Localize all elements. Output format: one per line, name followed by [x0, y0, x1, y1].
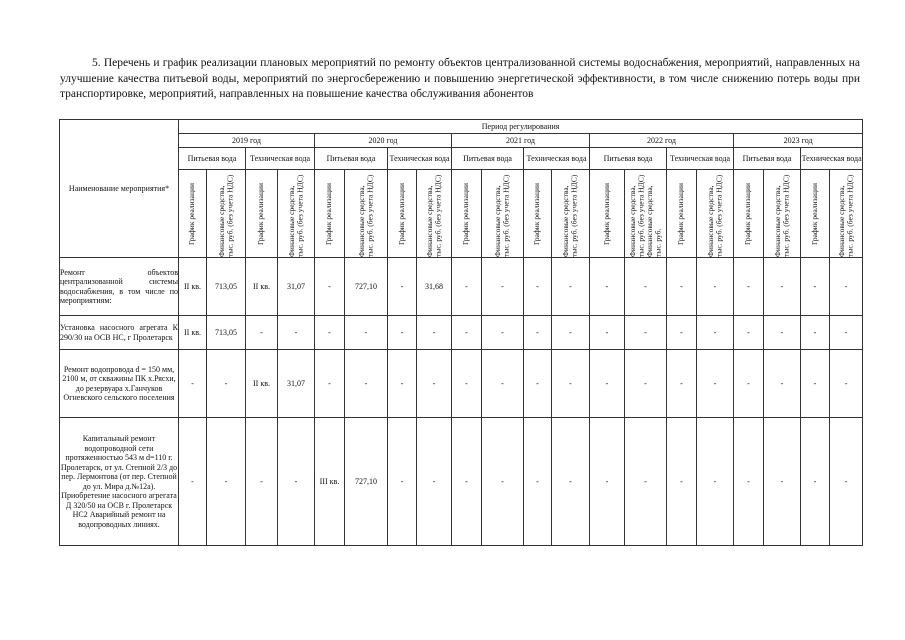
schedule-column-header	[734, 170, 764, 258]
finance-column-header	[482, 170, 524, 258]
schedule-cell: II кв.	[179, 316, 207, 350]
column-header-label: График реализации	[809, 182, 819, 245]
finance-column-header	[625, 170, 667, 258]
finance-cell: -	[697, 418, 734, 546]
year-header: 2022 год	[590, 134, 734, 148]
finance-cell: 31,68	[417, 258, 452, 316]
schedule-cell: -	[590, 350, 625, 418]
finance-cell: -	[625, 350, 667, 418]
measure-name-cell: Капитальный ремонт водопроводной сети протяженностью 543 м d=110 г. Пролетарск, от ул. Степной 2/3 до пер. Лермонтова (от пер. Степной до ул. Мира д.№12а). Приобретение насосного агрегата Д 320/50 на ОСВ г. Пролетарск НС2 Аварийный ремонт на водопроводных линиях.	[60, 418, 179, 546]
finance-cell: -	[278, 316, 315, 350]
schedule-cell: -	[452, 418, 482, 546]
schedule-column-header	[315, 170, 345, 258]
column-header-label: График реализации	[532, 182, 542, 245]
schedule-column-header	[801, 170, 830, 258]
schedule-column-header	[452, 170, 482, 258]
schedule-cell: -	[388, 350, 417, 418]
column-header-label: График реализации	[676, 182, 686, 245]
finance-cell: -	[625, 418, 667, 546]
schedule-cell: -	[524, 316, 552, 350]
water-type-header: Техническая вода	[524, 148, 590, 170]
period-header: Период регулирования	[179, 120, 863, 134]
section-heading: 5. Перечень и график реализации плановых мероприятий по ремонту объектов централизованной системы водоснабжения, мероприятий, направленных на улучшение качества питьевой воды, мероприятий по энергосбережению и повышению энергетической эффективности, в том числе снижению потерь воды при транспортировке, мероприятий, направленных на повышение качества обслуживания абонентов	[60, 57, 860, 100]
schedule-cell: -	[801, 316, 830, 350]
finance-column-header	[764, 170, 801, 258]
year-header: 2023 год	[734, 134, 863, 148]
schedule-cell: -	[734, 350, 764, 418]
schedule-column-header	[667, 170, 697, 258]
finance-cell: -	[417, 316, 452, 350]
column-header-label: Финансовые средства, тыс. руб. (без учета НДС)	[772, 174, 790, 257]
finance-column-header	[830, 170, 863, 258]
column-header-label: Финансовые средства, тыс. руб. (без учета НДС)	[356, 174, 374, 257]
water-type-header: Питьевая вода	[734, 148, 801, 170]
column-header-label: График реализации	[396, 182, 406, 245]
column-header-label: Финансовые средства, тыс. руб. (без учета НДС)	[286, 174, 304, 257]
schedule-cell: -	[452, 258, 482, 316]
water-type-header: Питьевая вода	[179, 148, 246, 170]
schedule-column-header	[590, 170, 625, 258]
finance-cell: -	[417, 418, 452, 546]
finance-cell: -	[830, 316, 863, 350]
finance-cell: -	[830, 418, 863, 546]
finance-column-header	[697, 170, 734, 258]
finance-cell: -	[207, 418, 246, 546]
schedule-cell: -	[590, 418, 625, 546]
water-type-header: Техническая вода	[667, 148, 734, 170]
table-row	[60, 258, 863, 316]
schedule-cell: -	[179, 418, 207, 546]
table-row	[60, 418, 863, 546]
schedule-cell: -	[734, 316, 764, 350]
schedule-cell: -	[801, 418, 830, 546]
column-header-label: Финансовые средства, тыс. руб. (без учета НДС)	[493, 174, 511, 257]
finance-cell: 713,05	[207, 316, 246, 350]
column-header-label: График реализации	[256, 182, 266, 245]
schedule-cell: -	[667, 418, 697, 546]
schedule-cell: -	[590, 258, 625, 316]
schedule-cell: -	[667, 316, 697, 350]
finance-cell: -	[345, 316, 388, 350]
finance-cell: -	[625, 316, 667, 350]
schedule-column-header	[179, 170, 207, 258]
schedule-cell: -	[315, 316, 345, 350]
schedule-cell: -	[524, 258, 552, 316]
finance-cell: -	[552, 418, 590, 546]
column-header-label: Финансовые средства, тыс. руб. (без учета НДС)	[424, 174, 442, 257]
column-header-label: Финансовые средства, тыс. руб. (без учета НДС) Финансовые средства, тыс. руб.	[627, 174, 662, 257]
finance-cell: -	[552, 316, 590, 350]
plan-table	[59, 119, 863, 546]
finance-cell: -	[830, 350, 863, 418]
column-header-label: Финансовые средства, тыс. руб. (без учета НДС)	[561, 174, 579, 257]
schedule-cell: -	[667, 258, 697, 316]
schedule-cell: -	[667, 350, 697, 418]
schedule-cell: III кв.	[315, 418, 345, 546]
finance-cell: -	[697, 316, 734, 350]
schedule-cell: -	[524, 350, 552, 418]
schedule-cell: -	[388, 418, 417, 546]
schedule-cell: -	[315, 350, 345, 418]
finance-column-header	[278, 170, 315, 258]
finance-cell: -	[552, 258, 590, 316]
finance-cell: -	[552, 350, 590, 418]
schedule-column-header	[246, 170, 278, 258]
schedule-cell: -	[590, 316, 625, 350]
finance-cell: 727,10	[345, 258, 388, 316]
water-type-header: Питьевая вода	[452, 148, 524, 170]
table-row	[60, 316, 863, 350]
schedule-cell: II кв.	[246, 258, 278, 316]
measure-name-cell: Ремонт водопровода d = 150 мм, 2100 м, от скважины ПК х.Рясхи, до резервуара х.Ганчуков Огневского сельского поселения	[60, 350, 179, 418]
finance-cell: -	[417, 350, 452, 418]
finance-cell: -	[278, 418, 315, 546]
finance-cell: -	[482, 418, 524, 546]
water-type-header: Питьевая вода	[590, 148, 667, 170]
measure-name-cell: Установка насосного агрегата К 290/30 на ОСВ НС, г Пролетарск	[60, 316, 179, 350]
finance-cell: 727,10	[345, 418, 388, 546]
year-header: 2021 год	[452, 134, 590, 148]
schedule-column-header	[524, 170, 552, 258]
schedule-cell: -	[801, 350, 830, 418]
finance-cell: 31,07	[278, 258, 315, 316]
schedule-column-header	[388, 170, 417, 258]
schedule-cell: II кв.	[246, 350, 278, 418]
schedule-cell: -	[388, 258, 417, 316]
finance-column-header	[417, 170, 452, 258]
finance-cell: -	[697, 350, 734, 418]
finance-cell: -	[764, 258, 801, 316]
schedule-cell: -	[801, 258, 830, 316]
water-type-header: Техническая вода	[246, 148, 315, 170]
finance-cell: -	[830, 258, 863, 316]
column-header-label: Финансовые средства, тыс. руб. (без учета НДС)	[705, 174, 723, 257]
schedule-cell: -	[734, 418, 764, 546]
schedule-cell: -	[388, 316, 417, 350]
column-header-label: График реализации	[601, 182, 611, 245]
water-type-header: Техническая вода	[388, 148, 452, 170]
schedule-cell: -	[452, 316, 482, 350]
finance-cell: -	[207, 350, 246, 418]
schedule-cell: -	[179, 350, 207, 418]
schedule-cell: -	[524, 418, 552, 546]
measure-name-cell: Ремонт объектов централизованной системы водоснабжения, в том числе по мероприятиям:	[60, 258, 179, 316]
table-row	[60, 350, 863, 418]
year-header: 2020 год	[315, 134, 452, 148]
finance-cell: -	[697, 258, 734, 316]
column-header-label: График реализации	[187, 182, 197, 245]
finance-cell: -	[482, 316, 524, 350]
finance-cell: -	[764, 316, 801, 350]
finance-cell: -	[345, 350, 388, 418]
finance-cell: -	[764, 350, 801, 418]
column-header-label: Финансовые средства, тыс. руб. (без учета НДС)	[216, 174, 234, 257]
water-type-header: Питьевая вода	[315, 148, 388, 170]
water-type-header: Техническая вода	[801, 148, 863, 170]
column-header-label: График реализации	[743, 182, 753, 245]
schedule-cell: -	[315, 258, 345, 316]
finance-column-header	[207, 170, 246, 258]
schedule-cell: -	[452, 350, 482, 418]
column-header-label: График реализации	[461, 182, 471, 245]
finance-cell: -	[482, 258, 524, 316]
finance-cell: -	[764, 418, 801, 546]
year-header: 2019 год	[179, 134, 315, 148]
finance-cell: 31,07	[278, 350, 315, 418]
schedule-cell: -	[246, 316, 278, 350]
column-header-label: Финансовые средства, тыс. руб. (без учета НДС)	[836, 174, 855, 257]
finance-cell: -	[482, 350, 524, 418]
schedule-cell: -	[246, 418, 278, 546]
schedule-cell: II кв.	[179, 258, 207, 316]
finance-cell: 713,05	[207, 258, 246, 316]
name-header: Наименование мероприятия*	[60, 120, 179, 258]
schedule-cell: -	[734, 258, 764, 316]
finance-column-header	[552, 170, 590, 258]
column-header-label: График реализации	[324, 182, 334, 245]
finance-cell: -	[625, 258, 667, 316]
finance-column-header	[345, 170, 388, 258]
